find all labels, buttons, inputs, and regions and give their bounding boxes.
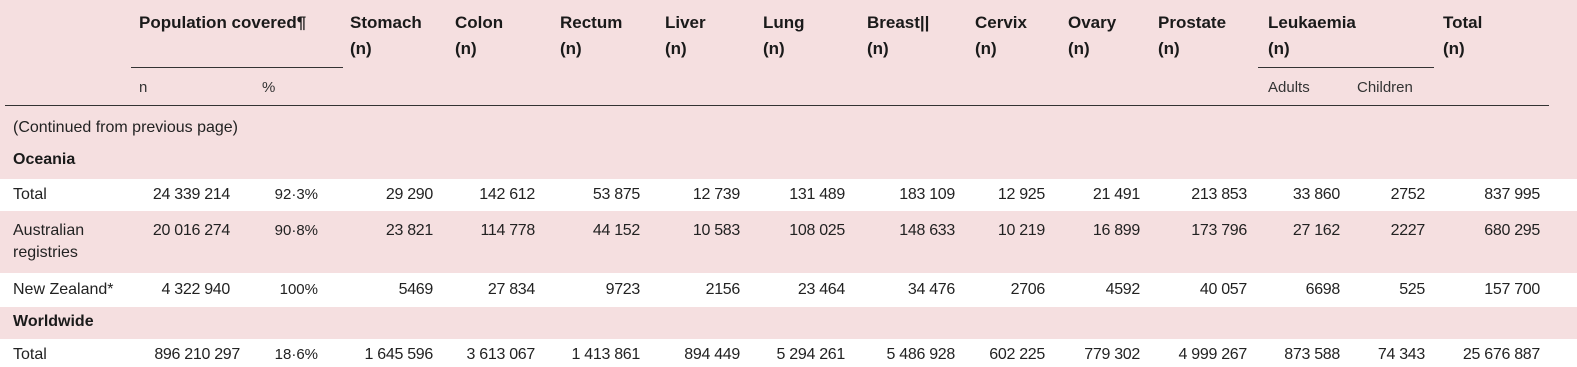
cell-ovary: 779 302 <box>1084 346 1140 363</box>
cell-pop-pct: 100% <box>279 281 318 298</box>
cell-breast: 148 633 <box>899 222 955 239</box>
header-ovary: Ovary (n) <box>1068 13 1117 58</box>
cell-colon: 27 834 <box>487 281 535 298</box>
cell-liver: 894 449 <box>684 346 740 363</box>
cell-colon: 3 613 067 <box>466 346 535 363</box>
cell-breast: 34 476 <box>907 281 955 298</box>
header-total: Total (n) <box>1443 13 1483 58</box>
cell-total: 25 676 887 <box>1462 346 1540 363</box>
cell-stomach: 1 645 596 <box>364 346 433 363</box>
subheader-children: Children <box>1357 79 1413 96</box>
row-label: New Zealand* <box>13 281 114 298</box>
cell-ovary: 4592 <box>1105 281 1140 298</box>
cell-rectum: 1 413 861 <box>571 346 640 363</box>
cell-cervix: 602 225 <box>989 346 1045 363</box>
row-label: Total <box>13 346 47 363</box>
cell-leuk-adults: 33 860 <box>1292 186 1340 203</box>
cell-leuk-children: 2752 <box>1390 186 1425 203</box>
cell-liver: 2156 <box>705 281 740 298</box>
cell-lung: 5 294 261 <box>776 346 845 363</box>
cell-cervix: 12 925 <box>997 186 1045 203</box>
region-label-oceania: Oceania <box>13 151 76 168</box>
cell-colon: 114 778 <box>480 222 535 239</box>
cell-pop-n: 20 016 274 <box>152 222 230 239</box>
subheader-pct: % <box>262 79 276 96</box>
cell-pop-n: 896 210 297 <box>154 346 240 363</box>
cell-rectum: 44 152 <box>592 222 640 239</box>
cell-prostate: 213 853 <box>1191 186 1247 203</box>
cell-leuk-children: 525 <box>1399 281 1425 298</box>
cell-ovary: 16 899 <box>1092 222 1140 239</box>
cell-leuk-adults: 27 162 <box>1292 222 1340 239</box>
cell-stomach: 5469 <box>398 281 433 298</box>
cell-pop-pct: 18·6% <box>274 346 318 363</box>
header-breast: Breast|| (n) <box>867 13 930 58</box>
cell-prostate: 40 057 <box>1199 281 1247 298</box>
cell-liver: 10 583 <box>692 222 740 239</box>
cell-lung: 23 464 <box>797 281 845 298</box>
cell-liver: 12 739 <box>692 186 740 203</box>
cell-rectum: 53 875 <box>592 186 640 203</box>
cell-pop-n: 24 339 214 <box>152 186 230 203</box>
continued-note: (Continued from previous page) <box>13 119 239 136</box>
cell-lung: 108 025 <box>789 222 845 239</box>
cell-leuk-adults: 873 588 <box>1284 346 1340 363</box>
cell-colon: 142 612 <box>479 186 535 203</box>
header-lung: Lung (n) <box>763 13 805 58</box>
population-spanner-rule <box>131 67 343 68</box>
header-prostate: Prostate (n) <box>1158 13 1227 58</box>
header-stomach: Stomach (n) <box>350 13 422 58</box>
cell-stomach: 29 290 <box>385 186 433 203</box>
cell-breast: 5 486 928 <box>886 346 955 363</box>
cell-total: 837 995 <box>1484 186 1540 203</box>
subheader-n: n <box>139 79 148 96</box>
cell-cervix: 10 219 <box>997 222 1045 239</box>
leukaemia-spanner-rule <box>1258 67 1434 68</box>
header-leukaemia: Leukaemia (n) <box>1268 13 1356 58</box>
header-cervix: Cervix (n) <box>975 13 1027 58</box>
header-bottom-rule <box>5 105 1549 106</box>
cell-breast: 183 109 <box>899 186 955 203</box>
cell-leuk-children: 2227 <box>1390 222 1425 239</box>
cell-cervix: 2706 <box>1010 281 1045 298</box>
cell-total: 680 295 <box>1484 222 1540 239</box>
cell-rectum: 9723 <box>605 281 640 298</box>
cell-total: 157 700 <box>1484 281 1540 298</box>
cell-lung: 131 489 <box>789 186 845 203</box>
cell-prostate: 4 999 267 <box>1178 346 1247 363</box>
cell-pop-pct: 90·8% <box>274 222 318 239</box>
cell-pop-n: 4 322 940 <box>161 281 230 298</box>
subheader-adults: Adults <box>1268 79 1310 96</box>
header-rectum: Rectum (n) <box>560 13 623 58</box>
cell-leuk-adults: 6698 <box>1305 281 1340 298</box>
cell-ovary: 21 491 <box>1092 186 1140 203</box>
cell-pop-pct: 92·3% <box>274 186 318 203</box>
region-label-worldwide: Worldwide <box>13 313 94 330</box>
cell-leuk-children: 74 343 <box>1377 346 1425 363</box>
row-label: Total <box>13 186 47 203</box>
cell-prostate: 173 796 <box>1191 222 1247 239</box>
header-population-covered: Population covered¶ <box>139 13 307 32</box>
header-liver: Liver (n) <box>665 13 706 58</box>
header-colon: Colon (n) <box>455 13 504 58</box>
row-label: Australian registries <box>13 222 85 261</box>
cell-stomach: 23 821 <box>385 222 433 239</box>
